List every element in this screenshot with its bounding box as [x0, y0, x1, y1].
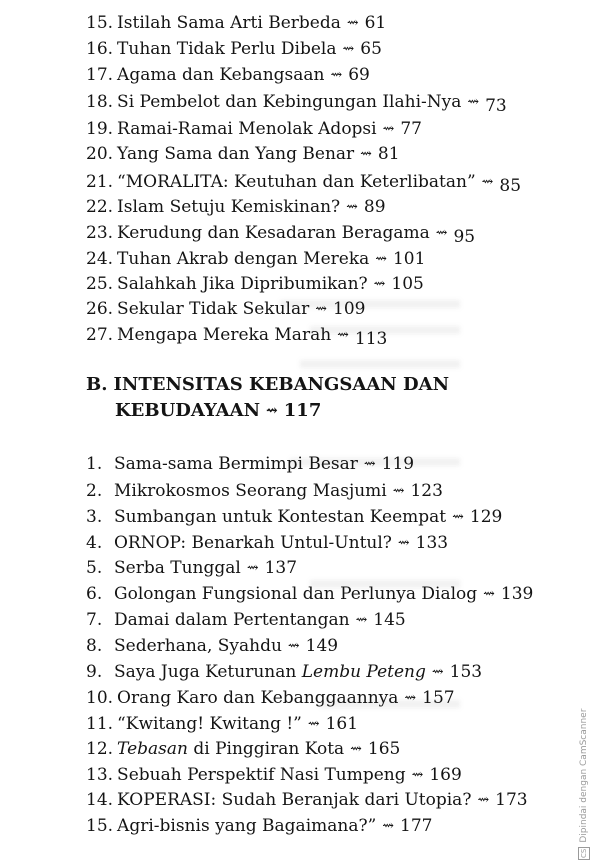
- leader-arrow-icon: ⇝: [435, 225, 448, 241]
- leader-arrow-icon: ⇝: [467, 94, 480, 110]
- entry-number: 27.: [86, 325, 114, 345]
- toc-entry: [86, 170, 560, 194]
- entry-title: Agri-bisnis yang Bagaimana?”: [117, 816, 377, 836]
- entry-number: 19.: [86, 119, 114, 139]
- entry-title: “Kwitang! Kwitang !”: [117, 714, 302, 734]
- entry-page: 101: [392, 249, 426, 269]
- entry-title-plain: di Pinggiran Kota: [187, 739, 345, 759]
- entry-title: Orang Karo dan Kebanggaannya: [117, 688, 399, 708]
- leader-arrow-icon: ⇝: [382, 818, 395, 834]
- entry-page: 85: [499, 176, 522, 196]
- entry-page: 137: [264, 558, 298, 578]
- leader-arrow-icon: ⇝: [246, 560, 259, 576]
- toc-entry: [86, 323, 560, 347]
- toc-entry: [86, 117, 560, 141]
- entry-title: Mikrokosmos Seorang Masjumi: [114, 481, 387, 501]
- entry-number: 10.: [86, 688, 114, 708]
- entry-number: 4.: [86, 533, 103, 553]
- toc-entry: [86, 788, 560, 812]
- entry-number: 16.: [86, 39, 114, 59]
- leader-arrow-icon: ⇝: [483, 586, 495, 602]
- toc-entry: [86, 505, 560, 529]
- entry-page: 73: [485, 96, 507, 116]
- leader-arrow-icon: ⇝: [330, 67, 343, 83]
- entry-title-italic: Lembu Peteng: [301, 662, 426, 682]
- entry-page: 173: [495, 790, 528, 810]
- entry-page: 61: [364, 13, 387, 33]
- entry-title: Sebuah Perspektif Nasi Tumpeng: [117, 765, 406, 785]
- leader-arrow-icon: ⇝: [355, 612, 368, 628]
- entry-number: 22.: [86, 197, 114, 217]
- entry-number: 17.: [86, 65, 114, 85]
- entry-page: 157: [422, 688, 455, 708]
- leader-arrow-icon: ⇝: [307, 716, 320, 732]
- entry-number: 15.: [86, 13, 114, 33]
- leader-arrow-icon: ⇝: [346, 15, 359, 31]
- entry-title: Agama dan Kebangsaan: [117, 65, 325, 85]
- toc-entry: [86, 686, 560, 710]
- toc-entry: [86, 531, 560, 555]
- leader-arrow-icon: ⇝: [392, 483, 405, 499]
- entry-title: KOPERASI: Sudah Beranjak dari Utopia?: [117, 790, 472, 810]
- section-page: 117: [283, 400, 322, 421]
- entry-title: Sederhana, Syahdu: [114, 636, 282, 656]
- entry-title: Islam Setuju Kemiskinan?: [117, 197, 341, 217]
- entry-title: Istilah Sama Arti Berbeda: [117, 13, 341, 33]
- entry-number: 14.: [86, 790, 114, 810]
- toc-entry: [86, 63, 560, 87]
- toc-entry: [86, 90, 560, 114]
- entry-number: 15.: [86, 816, 114, 836]
- entry-title: Serba Tunggal: [114, 558, 241, 578]
- leader-arrow-icon: ⇝: [452, 509, 464, 525]
- toc-entry: [86, 37, 560, 61]
- entry-title: Yang Sama dan Yang Benar: [117, 144, 355, 164]
- leader-arrow-icon: ⇝: [346, 199, 358, 215]
- leader-arrow-icon: ⇝: [337, 327, 349, 343]
- entry-title: Ramai-Ramai Menolak Adopsi: [117, 119, 377, 139]
- entry-page: 149: [305, 636, 339, 656]
- camscanner-logo-icon: CS: [580, 848, 588, 858]
- toc-entry: [86, 763, 560, 787]
- section-title-line2: KEBUDAYAAN: [115, 400, 261, 421]
- entry-page: 77: [400, 119, 422, 139]
- entry-number: 6.: [86, 584, 103, 604]
- entry-title: ORNOP: Benarkah Untul-Untul?: [114, 533, 392, 553]
- toc-entry: [86, 142, 560, 166]
- entry-number: 11.: [86, 714, 114, 734]
- leader-arrow-icon: ⇝: [477, 792, 490, 808]
- leader-arrow-icon: ⇝: [382, 121, 395, 137]
- leader-arrow-icon: ⇝: [411, 767, 424, 783]
- toc-entry: [86, 556, 560, 580]
- entry-number: 2.: [86, 481, 103, 501]
- entry-title: Si Pembelot dan Kebingungan Ilahi-Nya: [117, 92, 462, 112]
- entry-title: Damai dalam Pertentangan: [114, 610, 350, 630]
- entry-page: 153: [449, 662, 483, 682]
- leader-arrow-icon: ⇝: [342, 41, 355, 57]
- entry-number: 26.: [86, 299, 114, 319]
- toc-entry: [86, 608, 560, 632]
- entry-page: 69: [348, 65, 370, 85]
- entry-page: 129: [469, 507, 503, 527]
- entry-page: 81: [377, 144, 400, 164]
- entry-number: 9.: [86, 662, 103, 682]
- entry-title: Kerudung dan Kesadaran Beragama: [117, 223, 430, 243]
- toc-entry: [86, 660, 560, 684]
- leader-arrow-icon: ⇝: [431, 664, 444, 680]
- entry-number: 21.: [86, 172, 114, 192]
- entry-number: 24.: [86, 249, 114, 269]
- entry-title: Tuhan Akrab dengan Mereka: [117, 249, 370, 269]
- toc-entry: [86, 272, 560, 296]
- entry-number: 7.: [86, 610, 103, 630]
- entry-page: 113: [354, 329, 388, 349]
- entry-number: 20.: [86, 144, 114, 164]
- entry-title: Sekular Tidak Sekular: [117, 299, 310, 319]
- entry-page: 109: [333, 299, 366, 319]
- show-through-smudge: [300, 360, 460, 368]
- toc-entry: [86, 11, 560, 35]
- entry-number: 12.: [86, 739, 114, 759]
- section-letter: B.: [86, 374, 108, 395]
- entry-page: 89: [363, 197, 386, 217]
- leader-arrow-icon: ⇝: [287, 638, 300, 654]
- leader-arrow-icon: ⇝: [404, 690, 417, 706]
- entry-title: Sumbangan untuk Kontestan Keempat: [114, 507, 447, 527]
- entry-page: 165: [367, 739, 401, 759]
- entry-title: “MORALITA: Keutuhan dan Keterlibatan”: [117, 172, 476, 192]
- toc-entry: [86, 297, 560, 321]
- toc-entry: [86, 634, 560, 658]
- entry-number: 5.: [86, 558, 103, 578]
- toc-entry: [86, 479, 560, 503]
- entry-number: 18.: [86, 92, 114, 112]
- entry-number: 23.: [86, 223, 114, 243]
- section-title-line2-wrap: [86, 398, 560, 424]
- entry-page: 95: [453, 227, 476, 247]
- entry-title-plain: Saya Juga Keturunan: [114, 662, 302, 682]
- entry-page: 169: [429, 765, 462, 785]
- section-heading: [86, 372, 560, 424]
- toc-entry: [86, 221, 560, 245]
- toc-entry: [86, 452, 560, 476]
- entry-page: 105: [391, 274, 424, 294]
- entry-title: Mengapa Mereka Marah: [117, 325, 332, 345]
- entry-page: 65: [360, 39, 382, 59]
- entry-number: 13.: [86, 765, 114, 785]
- watermark-text: Dipindai dengan CamScanner: [579, 708, 589, 843]
- leader-arrow-icon: ⇝: [397, 535, 410, 551]
- entry-number: 1.: [86, 454, 103, 474]
- entry-title: Tuhan Tidak Perlu Dibela: [117, 39, 337, 59]
- entry-title-italic: Tebasan: [117, 739, 188, 759]
- leader-arrow-icon: ⇝: [315, 301, 327, 317]
- leader-arrow-icon: ⇝: [266, 403, 278, 419]
- toc-entry: [86, 582, 560, 606]
- entry-number: 3.: [86, 507, 103, 527]
- entry-page: 161: [325, 714, 359, 734]
- entry-number: 25.: [86, 274, 114, 294]
- entry-title: Salahkah Jika Dipribumikan?: [117, 274, 368, 294]
- entry-page: 145: [373, 610, 406, 630]
- entry-page: 133: [415, 533, 449, 553]
- leader-arrow-icon: ⇝: [363, 456, 376, 472]
- leader-arrow-icon: ⇝: [481, 174, 494, 190]
- entry-page: 123: [410, 481, 443, 501]
- entry-title: Sama-sama Bermimpi Besar: [114, 454, 358, 474]
- toc-entry: [86, 737, 560, 761]
- entry-page: 177: [400, 816, 433, 836]
- entry-page: 119: [381, 454, 415, 474]
- entry-page: 139: [500, 584, 534, 604]
- entry-title: Golongan Fungsional dan Perlunya Dialog: [114, 584, 478, 604]
- toc-entry: [86, 712, 560, 736]
- scanner-watermark: [578, 700, 592, 860]
- leader-arrow-icon: ⇝: [373, 276, 386, 292]
- toc-entry: [86, 195, 560, 219]
- section-title-line1: INTENSITAS KEBANGSAAN DAN: [113, 374, 450, 395]
- toc-entry: [86, 247, 560, 271]
- leader-arrow-icon: ⇝: [360, 146, 372, 162]
- entry-number: 8.: [86, 636, 103, 656]
- toc-entry: [86, 814, 560, 838]
- leader-arrow-icon: ⇝: [350, 741, 362, 757]
- leader-arrow-icon: ⇝: [375, 251, 387, 267]
